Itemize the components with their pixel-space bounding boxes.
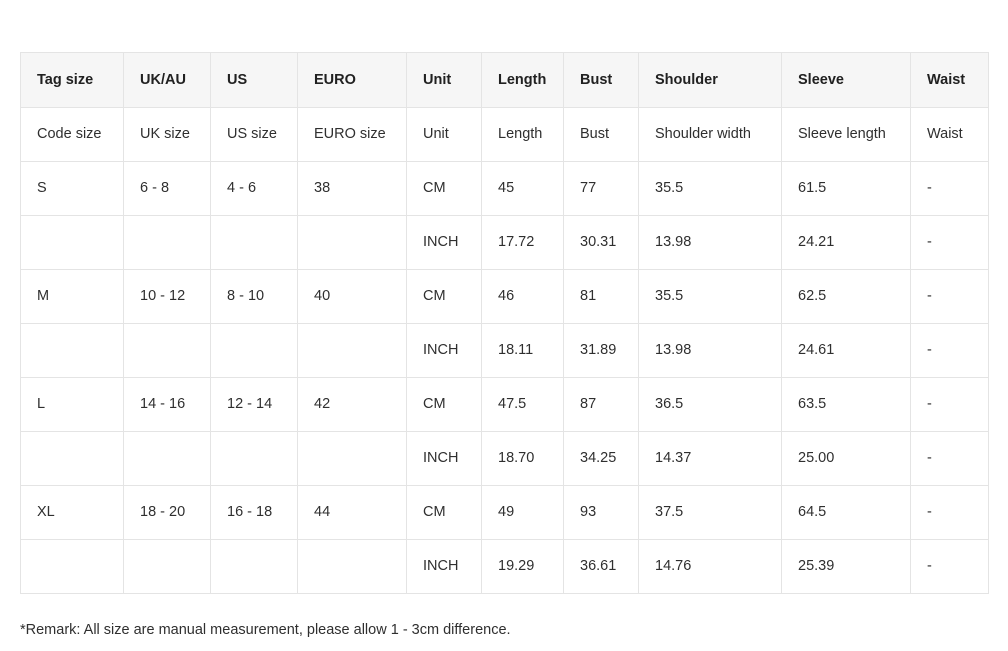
table-row — [21, 162, 989, 216]
table-cell: 13.98 — [639, 216, 782, 270]
table-cell — [211, 540, 298, 594]
table-cell: Unit — [407, 108, 482, 162]
table-cell — [298, 432, 407, 486]
table-cell: 25.39 — [782, 540, 911, 594]
size-chart-table — [20, 52, 989, 594]
table-cell: 16 - 18 — [211, 486, 298, 540]
column-header-tag-size: Tag size — [21, 53, 124, 108]
table-cell: CM — [407, 162, 482, 216]
table-cell: - — [911, 216, 989, 270]
table-cell: M — [21, 270, 124, 324]
column-header-euro: EURO — [298, 53, 407, 108]
table-cell: 46 — [482, 270, 564, 324]
table-cell: 40 — [298, 270, 407, 324]
table-cell: 17.72 — [482, 216, 564, 270]
table-cell: INCH — [407, 216, 482, 270]
table-cell: 10 - 12 — [124, 270, 211, 324]
table-cell: Waist — [911, 108, 989, 162]
table-row — [21, 432, 989, 486]
table-cell: 13.98 — [639, 324, 782, 378]
table-cell — [298, 540, 407, 594]
table-header-row — [21, 53, 989, 108]
table-cell: UK size — [124, 108, 211, 162]
table-cell: 61.5 — [782, 162, 911, 216]
table-cell: 18.70 — [482, 432, 564, 486]
table-cell: - — [911, 486, 989, 540]
table-cell: 93 — [564, 486, 639, 540]
table-cell — [21, 540, 124, 594]
column-header-bust: Bust — [564, 53, 639, 108]
table-cell — [298, 216, 407, 270]
table-cell: 45 — [482, 162, 564, 216]
table-cell: Sleeve length — [782, 108, 911, 162]
table-cell — [124, 432, 211, 486]
table-cell: 47.5 — [482, 378, 564, 432]
table-cell: - — [911, 540, 989, 594]
table-cell: CM — [407, 270, 482, 324]
table-cell: 35.5 — [639, 270, 782, 324]
column-header-sleeve: Sleeve — [782, 53, 911, 108]
table-row — [21, 486, 989, 540]
table-row — [21, 108, 989, 162]
remark-text: *Remark: All size are manual measurement, please allow 1 - 3cm difference. — [20, 622, 511, 638]
table-cell: 8 - 10 — [211, 270, 298, 324]
table-cell: INCH — [407, 540, 482, 594]
table-cell: Code size — [21, 108, 124, 162]
table-cell: 24.21 — [782, 216, 911, 270]
table-cell: Shoulder width — [639, 108, 782, 162]
table-cell — [211, 216, 298, 270]
table-cell: - — [911, 378, 989, 432]
table-cell — [298, 324, 407, 378]
table-cell: US size — [211, 108, 298, 162]
table-cell: 37.5 — [639, 486, 782, 540]
table-cell: 19.29 — [482, 540, 564, 594]
table-cell: 6 - 8 — [124, 162, 211, 216]
table-cell: S — [21, 162, 124, 216]
table-cell: 64.5 — [782, 486, 911, 540]
table-row — [21, 216, 989, 270]
table-cell: 87 — [564, 378, 639, 432]
table-cell — [124, 216, 211, 270]
table-cell: 24.61 — [782, 324, 911, 378]
table-cell: CM — [407, 486, 482, 540]
table-cell: 18.11 — [482, 324, 564, 378]
column-header-shoulder: Shoulder — [639, 53, 782, 108]
table-cell: 36.61 — [564, 540, 639, 594]
table-cell: INCH — [407, 324, 482, 378]
table-cell: - — [911, 162, 989, 216]
table-cell: XL — [21, 486, 124, 540]
table-cell: 14 - 16 — [124, 378, 211, 432]
table-cell: - — [911, 432, 989, 486]
table-row — [21, 378, 989, 432]
table-cell: - — [911, 324, 989, 378]
column-header-waist: Waist — [911, 53, 989, 108]
table-row — [21, 540, 989, 594]
table-cell: 49 — [482, 486, 564, 540]
table-cell: 31.89 — [564, 324, 639, 378]
column-header-length: Length — [482, 53, 564, 108]
table-cell: 14.37 — [639, 432, 782, 486]
table-row — [21, 324, 989, 378]
table-cell: 63.5 — [782, 378, 911, 432]
table-cell — [124, 540, 211, 594]
table-row — [21, 270, 989, 324]
table-cell: 35.5 — [639, 162, 782, 216]
table-cell: 18 - 20 — [124, 486, 211, 540]
table-cell — [211, 432, 298, 486]
table-cell: 42 — [298, 378, 407, 432]
table-cell — [21, 324, 124, 378]
table-cell: CM — [407, 378, 482, 432]
table-cell: 12 - 14 — [211, 378, 298, 432]
table-cell: 62.5 — [782, 270, 911, 324]
table-cell — [21, 432, 124, 486]
table-cell: 34.25 — [564, 432, 639, 486]
table-cell: 25.00 — [782, 432, 911, 486]
table-cell — [211, 324, 298, 378]
table-cell: 36.5 — [639, 378, 782, 432]
table-cell: INCH — [407, 432, 482, 486]
column-header-uk-au: UK/AU — [124, 53, 211, 108]
table-cell: - — [911, 270, 989, 324]
table-cell: 30.31 — [564, 216, 639, 270]
column-header-unit: Unit — [407, 53, 482, 108]
table-cell: 77 — [564, 162, 639, 216]
table-cell — [124, 324, 211, 378]
table-cell: 81 — [564, 270, 639, 324]
table-cell: Length — [482, 108, 564, 162]
table-cell: 4 - 6 — [211, 162, 298, 216]
table-body — [21, 108, 989, 594]
table-cell: Bust — [564, 108, 639, 162]
table-cell: L — [21, 378, 124, 432]
table-cell: 38 — [298, 162, 407, 216]
table-cell: EURO size — [298, 108, 407, 162]
column-header-us: US — [211, 53, 298, 108]
table-cell: 14.76 — [639, 540, 782, 594]
table-header — [21, 53, 989, 108]
table-cell — [21, 216, 124, 270]
table-cell: 44 — [298, 486, 407, 540]
